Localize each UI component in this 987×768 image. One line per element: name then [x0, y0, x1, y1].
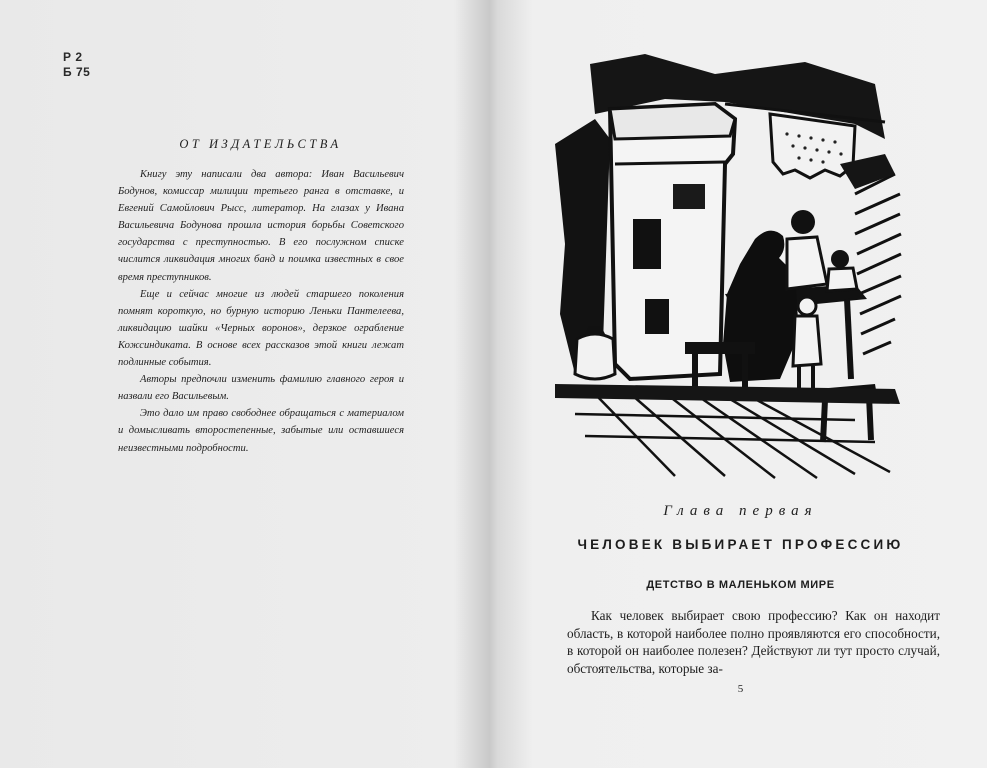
- chapter-title: ЧЕЛОВЕК ВЫБИРАЕТ ПРОФЕССИЮ: [577, 537, 904, 552]
- page-number: 5: [737, 683, 744, 695]
- preface-paragraph: Это дало им право свободнее обращаться с материалом и домысливать второстепенные, забытые или оставшиеся неизвестными подробности.: [118, 408, 404, 454]
- catalog-code-line: Б 75: [63, 65, 91, 79]
- body-paragraph: Как человек выбирает свою профессию? Как он находит область, в которой наиболее полно проявляются его способности, в которой он наиболее полезен? Действуют ли тут просто случай, обстоятельства, которые за-: [567, 608, 940, 676]
- publisher-note-text: [118, 166, 404, 457]
- preface-paragraph: Авторы предпочли изменить фамилию главного героя и назвали его Васильевым.: [118, 374, 404, 403]
- section-title: ДЕТСТВО В МАЛЕНЬКОМ МИРЕ: [646, 579, 835, 591]
- catalog-code-line: Р 2: [63, 50, 83, 64]
- preface-paragraph: Еще и сейчас многие из людей старшего поколения помнят короткую, но бурную историю Леньки Пантелеева, ликвидацию шайки «Черных воронов», дерзкое ограбление Кожсиндиката. В основе всех рассказов этой книги лежат подлинные события.: [118, 288, 404, 369]
- publisher-note-heading: ОТ ИЗДАТЕЛЬСТВА: [179, 137, 342, 151]
- right-page: [494, 0, 987, 768]
- body-text: [567, 607, 940, 677]
- chapter-label: Глава первая: [663, 503, 818, 519]
- preface-paragraph: Книгу эту написали два автора: Иван Васильевич Бодунов, комиссар милиции третьего ранга в отставке, и Евгений Самойлович Рысс, литератор. На глазах у Ивана Васильевича Бодунова прошла история борьбы Советского государства с преступностью. В его послужном списке числится ликвидация многих банд и поимка известных в свое время преступников.: [118, 169, 404, 283]
- woodcut-family-at-table-illustration: [555, 44, 911, 482]
- catalog-codes: [63, 50, 90, 80]
